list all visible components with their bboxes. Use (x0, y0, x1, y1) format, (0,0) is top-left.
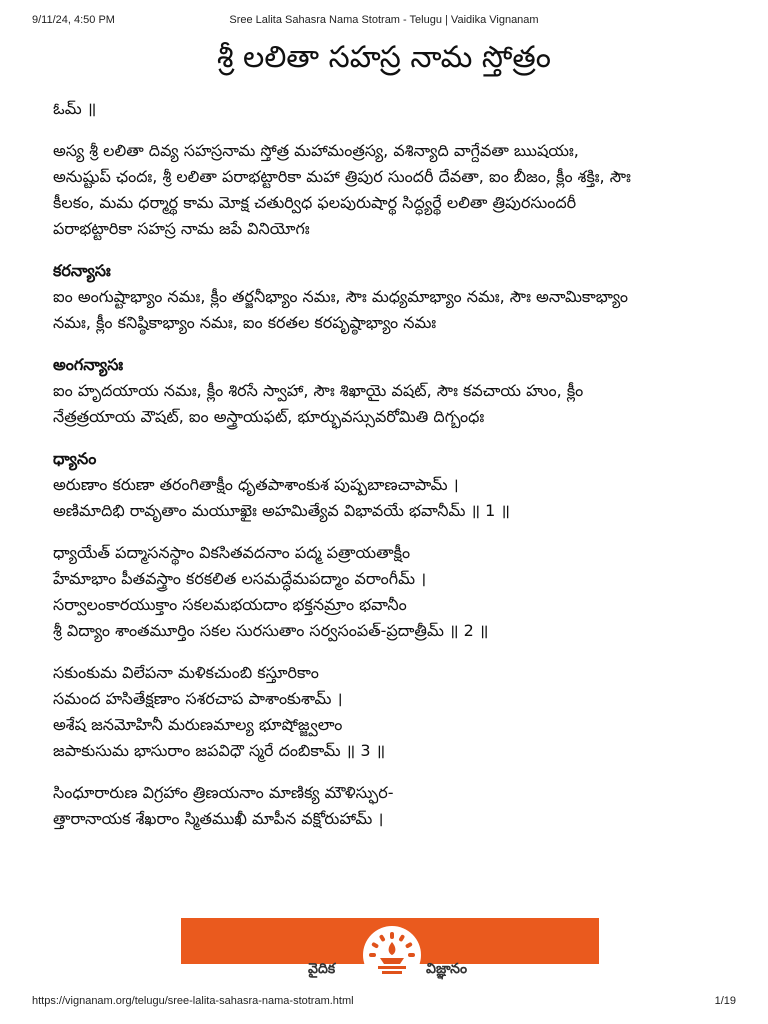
karanyasa-heading: కరన్యాసః (53, 261, 111, 280)
karanyasa-line: నమః, క్లీం కనిష్ఠికాభ్యాం నమః, ఐం కరతల కరపృష్ఠాభ్యాం నమః (53, 313, 437, 332)
anganyasa-section (53, 352, 730, 430)
verse-line: త్తారానాయక శేఖరాం స్మితముఖీ మాపీన వక్షోరుహామ్ । (53, 809, 384, 828)
om-line: ఓమ్ ॥ (53, 99, 97, 118)
intro-line: కీలకం, మమ ధర్మార్థ కామ మోక్ష చతుర్విధ ఫలపురుషార్థ సిద్ధ్యర్థే లలితా త్రిపురసుందరీ (53, 193, 577, 212)
verse-4 (53, 780, 730, 832)
lamp-logo-icon (363, 926, 421, 984)
intro-line: అనుష్టుప్ ఛందః, శ్రీ లలితా పరాభట్టారికా మహా త్రిపుర సుందరీ దేవతా, ఐం బీజం, క్లీం శక్తిః, సౌః (53, 167, 631, 186)
verse-line: సింధూరారుణ విగ్రహాం త్రిణయనాం మాణిక్య మౌళిస్ఫుర- (53, 783, 394, 802)
verse-3 (53, 660, 730, 764)
print-page-title: Sree Lalita Sahasra Nama Stotram - Telugu | Vaidika Vignanam (229, 14, 539, 26)
karanyasa-section (53, 258, 730, 336)
dhyanam-heading: ధ్యానం (53, 449, 97, 468)
karanyasa-line: ఐం అంగుష్టాభ్యాం నమః, క్లీం తర్జనీభ్యాం నమః, సౌః మధ్యమాభ్యాం నమః, సౌః అనామికాభ్యాం (53, 287, 629, 306)
verse-line: ధ్యాయేత్ పద్మాసనస్థాం వికసితవదనాం పద్మ పత్రాయతాక్షీం (53, 543, 411, 562)
dhyanam-section (53, 446, 730, 524)
anganyasa-line: ఐం హృదయాయ నమః, క్లీం శిరసే స్వాహా, సౌః శిఖాయై వషట్, సౌః కవచాయ హుం, క్లీం (53, 381, 584, 400)
verse-line: శ్రీ విద్యాం శాంతమూర్తిం సకల సురసుతాం సర్వసంపత్-ప్రదాత్రీమ్ ॥ 2 ॥ (53, 621, 489, 640)
document-body (53, 96, 730, 832)
logo-text-vignanam: విజ్ఞానం (426, 961, 468, 977)
intro-line: పరాభట్టారికా సహస్ర నామ జపే వినియోగః (53, 219, 310, 238)
verse-line: అశేష జనమోహినీ మరుణమాల్య భూషోజ్జ్వలాం (53, 715, 343, 734)
verse-line: సమంద హసితేక్షణాం సశరచాప పాశాంకుశామ్ । (53, 689, 343, 708)
verse-line: అణిమాదిభి రావృతాం మయూఖైః అహమిత్యేవ విభావయే భవానీమ్ ॥ 1 ॥ (53, 501, 510, 520)
anganyasa-heading: అంగన్యాసః (53, 355, 124, 374)
verse-line: సకుంకుమ విలేపనా మళికచుంబి కస్తూరికాం (53, 663, 319, 682)
intro-line: అస్య శ్రీ లలితా దివ్య సహస్రనామ స్తోత్ర మహామంత్రస్య, వశిన్యాది వాగ్దేవతా ఋషయః, (53, 141, 579, 160)
logo-text-vaidika: వైదిక (308, 961, 336, 977)
page-number: 1/19 (714, 995, 736, 1007)
anganyasa-line: నేత్రత్రయాయ వౌషట్, ఐం అస్త్రాయఫట్, భూర్భువస్సువరోమితి దిగ్బంధః (53, 407, 485, 426)
document-title: శ్రీ లలితా సహస్ర నామ స్తోత్రం (217, 40, 551, 75)
verse-line: అరుణాం కరుణా తరంగితాక్షీం ధృతపాశాంకుశ పుష్పబాణచాపామ్ । (53, 475, 459, 494)
verse-line: హేమాభాం పీతవస్త్రాం కరకలిత లసమద్ధేమపద్మాం వరాంగీమ్ । (53, 569, 427, 588)
verse-2 (53, 540, 730, 644)
verse-line: జపాకుసుమ భాసురాం జపవిధౌ స్మరే దంబికామ్ ॥ 3 ॥ (53, 741, 386, 760)
verse-line: సర్వాలంకారయుక్తాం సకలమభయదాం భక్తనమ్రాం భవానీం (53, 595, 407, 614)
intro-paragraph (53, 138, 730, 242)
page-url: https://vignanam.org/telugu/sree-lalita-sahasra-nama-stotram.html (32, 995, 354, 1007)
print-date: 9/11/24, 4:50 PM (32, 14, 115, 26)
